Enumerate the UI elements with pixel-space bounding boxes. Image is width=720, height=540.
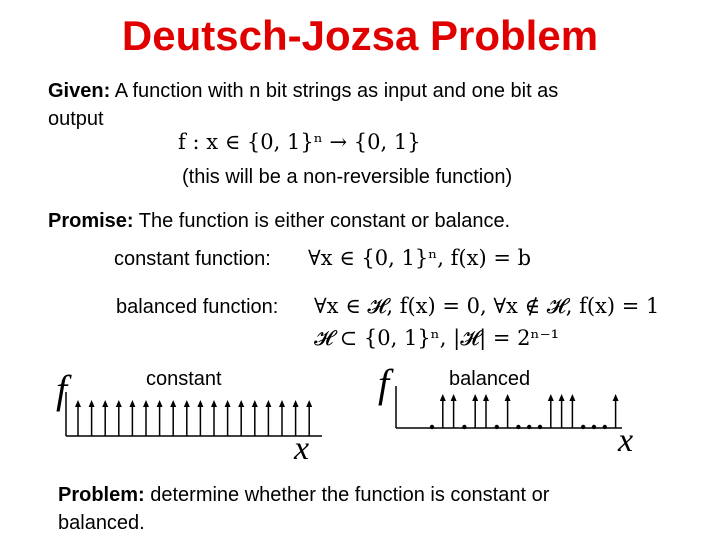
stem-up [279, 400, 285, 436]
stem-up [238, 400, 244, 436]
stem-up [440, 394, 446, 428]
stem-up [472, 394, 478, 428]
stem-up [89, 400, 95, 436]
stem-up [75, 400, 81, 436]
balanced-function-formula-1: ∀x ∈ 𝓗, f(x) = 0, ∀x ∉ 𝓗, f(x) = 1 [314, 294, 660, 318]
problem-text-cont: balanced. [58, 512, 145, 534]
given-note: (this will be a non-reversible function) [182, 166, 513, 188]
constant-graph-x-axis-label: x [294, 430, 310, 467]
stem-up [225, 400, 231, 436]
stem-up [170, 400, 176, 436]
stem-up [559, 394, 565, 428]
stem-up [143, 400, 149, 436]
given-formula: f : x ∈ {0, 1}ⁿ → {0, 1} [178, 130, 421, 154]
given-label: Given: [48, 80, 111, 102]
stem-up [157, 400, 163, 436]
page-title: Deutsch-Jozsa Problem [121, 12, 599, 59]
given-text-cont: output [48, 108, 104, 130]
balanced-graph-x-axis-label: x [618, 422, 634, 459]
stem-up [129, 400, 135, 436]
balanced-graph [394, 384, 624, 440]
constant-function-formula: ∀x ∈ {0, 1}ⁿ, f(x) = b [308, 246, 532, 270]
stem-up [451, 394, 457, 428]
zero-point [495, 425, 499, 429]
stem-up [252, 400, 258, 436]
constant-graph-f-axis-label: f [56, 367, 68, 412]
balanced-function-label: balanced function: [116, 296, 279, 318]
stem-up [548, 394, 554, 428]
promise-text: The function is either constant or balance. [133, 210, 511, 232]
zero-point [527, 425, 531, 429]
zero-point [603, 425, 607, 429]
stem-up [483, 394, 489, 428]
promise-line [48, 208, 510, 234]
stem-up [102, 400, 108, 436]
zero-point [430, 425, 434, 429]
problem-line [58, 482, 549, 508]
constant-graph [64, 390, 324, 450]
given-text: A function with n bit strings as input and one bit as [110, 80, 559, 102]
zero-point [462, 425, 466, 429]
constant-graph-label: constant [146, 368, 222, 390]
problem-text: determine whether the function is constant or [144, 484, 550, 506]
problem-label: Problem: [58, 484, 145, 506]
stem-up [116, 400, 122, 436]
stem-up [211, 400, 217, 436]
zero-point [581, 425, 585, 429]
balanced-graph-f-axis-label: f [378, 361, 390, 406]
stem-up [613, 394, 619, 428]
stem-up [569, 394, 575, 428]
stem-up [293, 400, 299, 436]
zero-point [516, 425, 520, 429]
zero-point [592, 425, 596, 429]
balanced-function-formula-2: 𝓗 ⊂ {0, 1}ⁿ, |𝓗| = 2ⁿ⁻¹ [314, 326, 560, 350]
given-line [48, 78, 558, 104]
constant-function-label: constant function: [114, 248, 271, 270]
stem-up [265, 400, 271, 436]
promise-label: Promise: [48, 210, 134, 232]
balanced-graph-label: balanced [449, 368, 531, 390]
stem-up [197, 400, 203, 436]
stem-up [505, 394, 511, 428]
zero-point [538, 425, 542, 429]
stem-up [306, 400, 312, 436]
stem-up [184, 400, 190, 436]
